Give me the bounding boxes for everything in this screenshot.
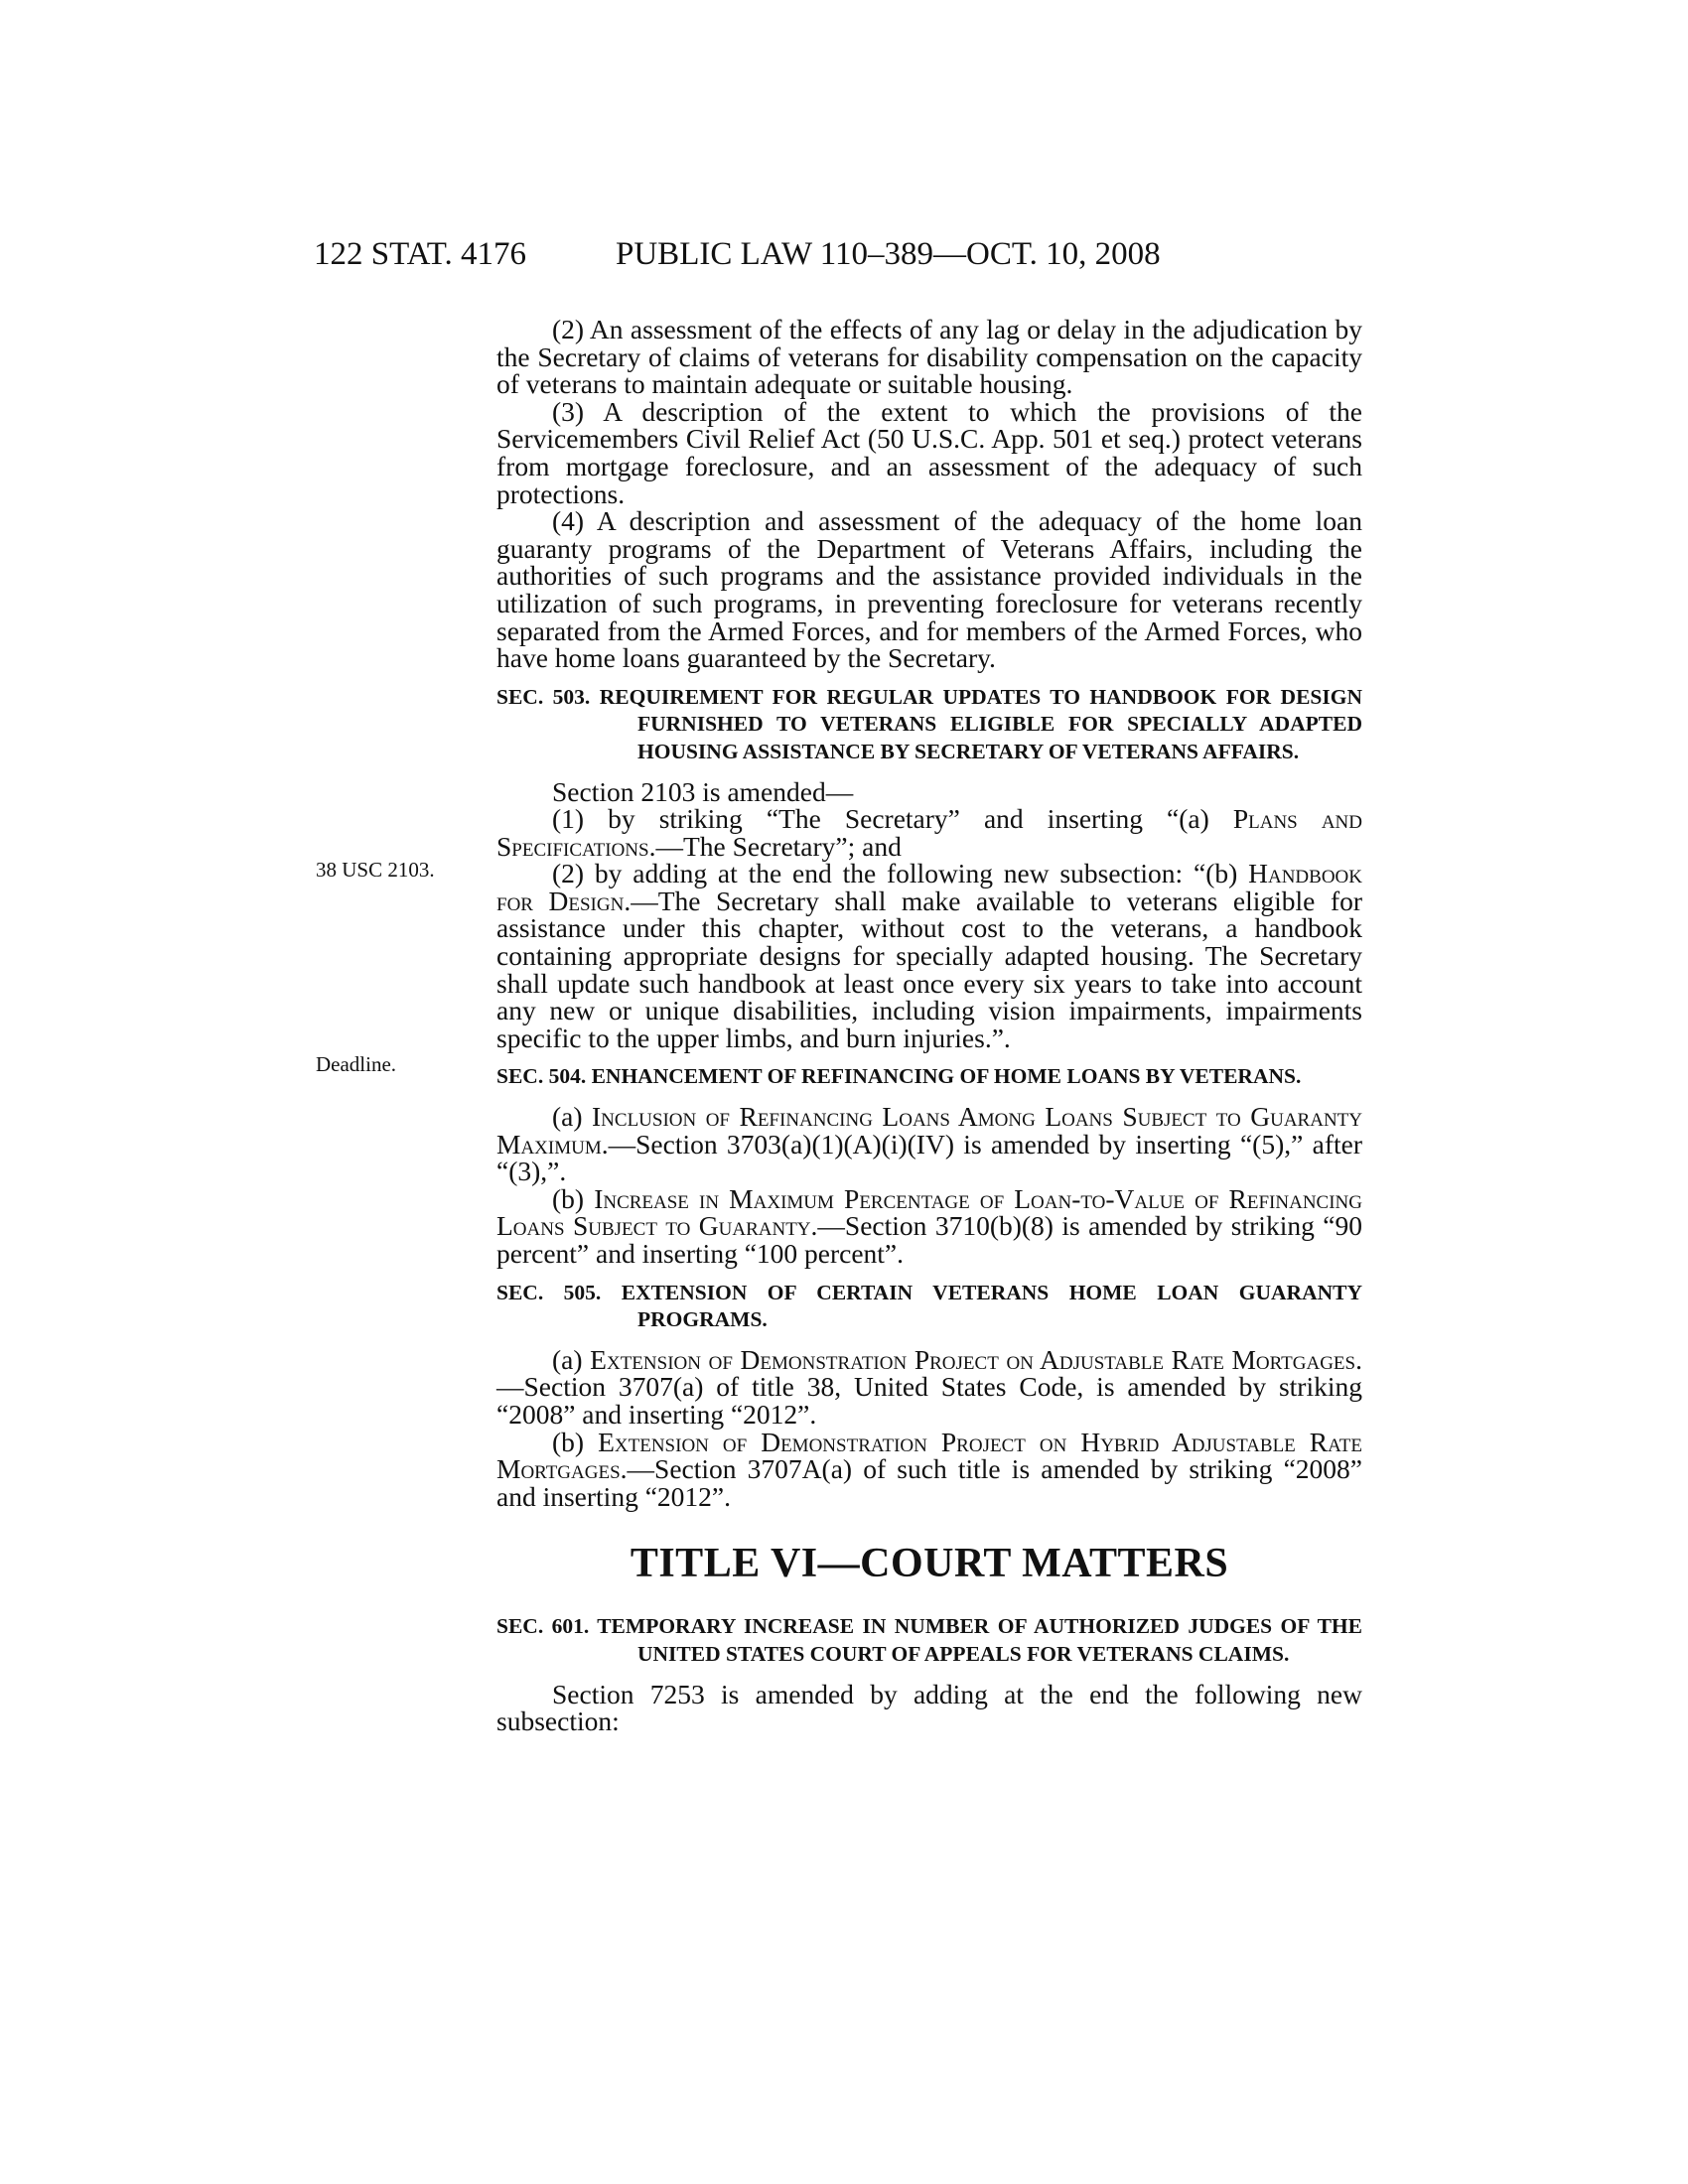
section-505-heading: SEC. 505. EXTENSION OF CERTAIN VETERANS HOME LOAN GUARANTY PROGRAMS. [496,1280,1362,1332]
margin-note-usc: 38 USC 2103. [316,858,435,882]
paragraph-2: (2) An assessment of the effects of any lag or delay in the adjudication by the Secretary of claims of veterans for disability compensation on the capacity of veterans to maintain adequate or suitable housing. [496,314,1362,400]
section-505-b: (b) Extension of Demonstration Project on Hybrid Adjustable Rate Mortgages.—Section 3707A(a) of such title is amended by striking “2008” and inserting “2012”. [496,1426,1362,1512]
section-601-text: Section 7253 is amended by adding at the end the following new subsection: [496,1678,1362,1737]
section-601-heading: SEC. 601. TEMPORARY INCREASE IN NUMBER OF AUTHORIZED JUDGES OF THE UNITED STATES COURT OF APPEALS FOR VETERANS CLAIMS. [496,1614,1362,1666]
section-503-item-1: (1) by striking “The Secretary” and inserting “(a) Plans and Specifications.—The Secretary”; and [496,803,1362,862]
section-503-item-2: (2) by adding at the end the following new subsection: “(b) Handbook for Design.—The Secretary shall make available to veterans eligible for assistance under this chapter, without cost to the veterans, a handbook containing appropriate designs for specially adapted housing. The Secretary shall update such handbook at least once every six years to take into account any new or unique disabilities, including vision impairments, impairments specific to the upper limbs, and burn injuries.”. [496,858,1363,1053]
section-504-heading: SEC. 504. ENHANCEMENT OF REFINANCING OF HOME LOANS BY VETERANS. [496,1064,1302,1089]
section-504-a: (a) Inclusion of Refinancing Loans Among Loans Subject to Guaranty Maximum.—Section 3703(a)(1)(A)(i)(IV) is amended by inserting “(5),” after “(3),”. [496,1101,1362,1187]
section-504-b: (b) Increase in Maximum Percentage of Loan-to-Value of Refinancing Loans Subject to Guaranty.—Section 3710(b)(8) is amended by striking “90 percent” and inserting “100 percent”. [496,1182,1362,1269]
main-text-column [496,316,1362,1735]
section-503-intro: Section 2103 is amended— [552,775,854,807]
section-503-heading: SEC. 503. REQUIREMENT FOR REGULAR UPDATES TO HANDBOOK FOR DESIGN FURNISHED TO VETERANS ELIGIBLE FOR SPECIALLY ADAPTED HOUSING ASSISTANCE BY SECRETARY OF VETERANS AFFAIRS. [496,684,1362,763]
stat-citation: 122 STAT. 4176 [314,236,527,272]
margin-note-deadline: Deadline. [316,1052,397,1076]
title-vi-heading: TITLE VI—COURT MATTERS [630,1541,1229,1587]
page-header [0,236,1688,286]
section-505-a: (a) Extension of Demonstration Project on Adjustable Rate Mortgages.—Section 3707(a) of title 38, United States Code, is amended by striking “2008” and inserting “2012”. [496,1343,1362,1430]
paragraph-3: (3) A description of the extent to which the provisions of the Servicemembers Civil Relief Act (50 U.S.C. App. 501 et seq.) protect veterans from mortgage foreclosure, and an assessment of the adequacy of such protections. [496,395,1362,509]
paragraph-4: (4) A description and assessment of the adequacy of the home loan guaranty programs of the Department of Veterans Affairs, including the authorities of such programs and the assistance provided individuals in the utilization of such programs, in preventing foreclosure for veterans recently separated from the Armed Forces, and for members of the Armed Forces, who have home loans guaranteed by the Secretary. [496,505,1362,674]
public-law-citation: PUBLIC LAW 110–389—OCT. 10, 2008 [616,236,1161,272]
